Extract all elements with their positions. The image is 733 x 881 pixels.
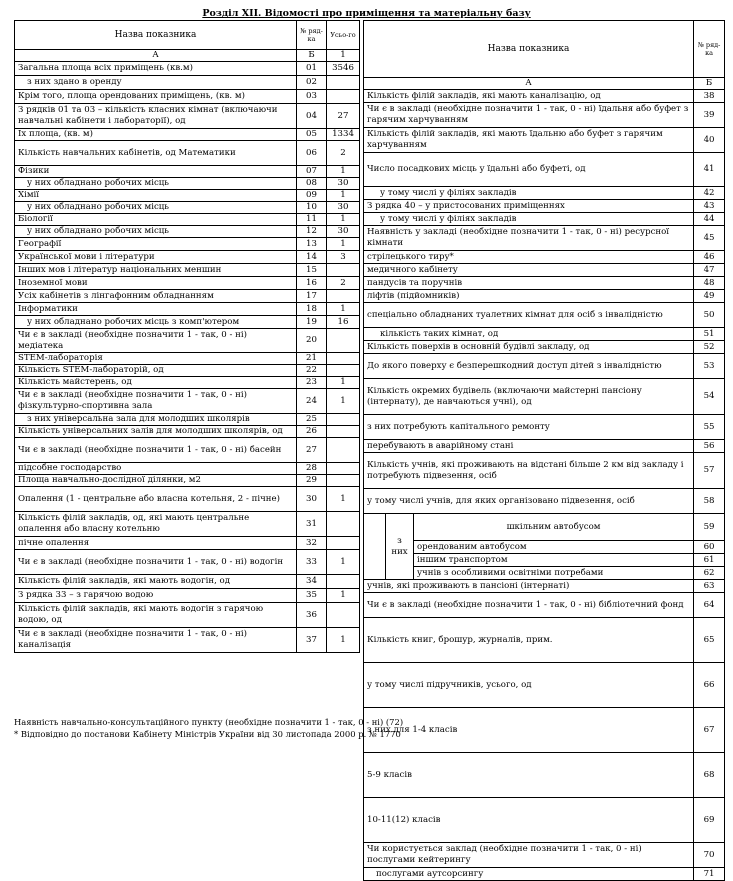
table-row xyxy=(364,843,725,868)
header-letter-a: А xyxy=(15,50,297,62)
row-value xyxy=(327,463,360,475)
row-number: 29 xyxy=(297,475,327,487)
row-number: 69 xyxy=(694,798,725,843)
row-number: 52 xyxy=(694,341,725,354)
row-label: Іноземної мови xyxy=(15,277,297,290)
row-label: з них здано в оренду xyxy=(15,76,297,90)
row-label: пандусів та поручнів xyxy=(364,277,694,290)
row-number: 28 xyxy=(297,463,327,475)
table-row xyxy=(15,475,360,487)
table-row xyxy=(15,389,360,414)
table-row xyxy=(364,567,725,580)
row-label: Кількість філій закладів, які мають їдальню або буфет з гарячим харчуванням xyxy=(364,128,694,153)
table-row xyxy=(15,76,360,90)
row-label: орендованим автобусом xyxy=(414,541,694,554)
row-value: 1 xyxy=(327,166,360,178)
row-label: з них для 1-4 класів xyxy=(364,708,694,753)
table-row xyxy=(15,226,360,238)
row-number: 41 xyxy=(694,153,725,187)
row-label: ліфтів (підйомників) xyxy=(364,290,694,303)
row-number: 62 xyxy=(694,567,725,580)
header-letter-b: Б xyxy=(694,78,725,90)
table-row xyxy=(364,341,725,354)
table-row xyxy=(364,798,725,843)
table-row xyxy=(364,415,725,440)
table-row xyxy=(364,90,725,103)
header-letter-b: Б xyxy=(297,50,327,62)
row-label: З рядка 40 – у пристосованих приміщеннях xyxy=(364,200,694,213)
row-number: 02 xyxy=(297,76,327,90)
table-row xyxy=(364,290,725,303)
row-label: Хімії xyxy=(15,190,297,202)
row-label: Чи є в закладі (необхідне позначити 1 - так, 0 - ні) медіатека xyxy=(15,329,297,353)
table-row xyxy=(364,541,725,554)
row-label: у тому числі у філіях закладів xyxy=(364,213,694,226)
row-label: Чи є в закладі (необхідне позначити 1 - так, 0 - ні) басейн xyxy=(15,438,297,463)
row-value xyxy=(327,264,360,277)
row-label: Загальна площа всіх приміщень (кв.м) xyxy=(15,62,297,76)
row-value xyxy=(327,290,360,303)
row-value xyxy=(327,438,360,463)
row-number: 04 xyxy=(297,104,327,129)
row-value xyxy=(327,76,360,90)
table-row xyxy=(364,264,725,277)
row-label: Чи є в закладі (необхідне позначити 1 - так, 0 - ні) фізкультурно-спортивна зала xyxy=(15,389,297,414)
row-label: Кількість філій закладів, які мають водогін, од xyxy=(15,575,297,589)
table-row xyxy=(364,868,725,881)
row-number: 17 xyxy=(297,290,327,303)
group-label-z-nyh: з них xyxy=(386,514,414,580)
row-number: 38 xyxy=(694,90,725,103)
row-number: 56 xyxy=(694,440,725,453)
table-row xyxy=(15,537,360,550)
row-number: 33 xyxy=(297,550,327,575)
row-value: 1 xyxy=(327,377,360,389)
row-label: 10-11(12) класів xyxy=(364,798,694,843)
row-label: STEM-лабораторія xyxy=(15,353,297,365)
row-label: Кількість поверхів в основній будівлі закладу, од xyxy=(364,341,694,354)
table-row xyxy=(364,440,725,453)
row-label: спеціально обладнаних туалетних кімнат для осіб з інвалідністю xyxy=(364,303,694,328)
table-row xyxy=(15,129,360,141)
row-number: 23 xyxy=(297,377,327,389)
row-label: З рядків 01 та 03 – кількість класних кімнат (включаючи навчальні кабінети і лабораторії), од xyxy=(15,104,297,129)
row-label: Чи є в закладі (необхідне позначити 1 - так, 0 - ні) каналізація xyxy=(15,628,297,653)
table-row xyxy=(15,316,360,329)
row-label: пічне опалення xyxy=(15,537,297,550)
table-row xyxy=(364,277,725,290)
right-table xyxy=(363,20,725,881)
row-label: іншим транспортом xyxy=(414,554,694,567)
table-row xyxy=(15,512,360,537)
row-value xyxy=(327,353,360,365)
header-name: Назва показника xyxy=(15,21,297,50)
table-row xyxy=(15,550,360,575)
row-label: перебувають в аварійному стані xyxy=(364,440,694,453)
row-number: 26 xyxy=(297,426,327,438)
row-number: 07 xyxy=(297,166,327,178)
row-number: 05 xyxy=(297,129,327,141)
row-number: 01 xyxy=(297,62,327,76)
table-row xyxy=(364,103,725,128)
row-number: 45 xyxy=(694,226,725,251)
row-value xyxy=(327,365,360,377)
table-row xyxy=(15,251,360,264)
header-total: Усьо-го xyxy=(327,21,360,50)
row-number: 34 xyxy=(297,575,327,589)
row-number: 57 xyxy=(694,453,725,489)
table-row xyxy=(364,489,725,514)
table-row xyxy=(15,277,360,290)
row-value xyxy=(327,329,360,353)
row-value xyxy=(327,575,360,589)
row-value: 3546 xyxy=(327,62,360,76)
row-label: у тому числі підручників, усього, од xyxy=(364,663,694,708)
table-row xyxy=(15,438,360,463)
table-row xyxy=(15,264,360,277)
row-label: послугами аутсорсингу xyxy=(364,868,694,881)
row-number: 31 xyxy=(297,512,327,537)
row-number: 19 xyxy=(297,316,327,329)
row-label: у тому числі учнів, для яких організовано підвезення, осіб xyxy=(364,489,694,514)
row-label: Усіх кабінетів з лінгафонним обладнанням xyxy=(15,290,297,303)
table-row xyxy=(364,328,725,341)
table-row xyxy=(364,153,725,187)
row-number: 40 xyxy=(694,128,725,153)
table-row xyxy=(364,753,725,798)
row-number: 49 xyxy=(694,290,725,303)
row-number: 60 xyxy=(694,541,725,554)
row-label: Фізики xyxy=(15,166,297,178)
table-row xyxy=(15,426,360,438)
header-letter-1: 1 xyxy=(327,50,360,62)
row-number: 09 xyxy=(297,190,327,202)
row-value xyxy=(327,537,360,550)
row-number: 32 xyxy=(297,537,327,550)
table-row xyxy=(15,329,360,353)
row-label: у тому числі у філіях закладів xyxy=(364,187,694,200)
row-label: Кількість майстерень, од xyxy=(15,377,297,389)
table-row xyxy=(15,603,360,628)
row-label: Чи користується заклад (необхідне позначити 1 - так, 0 - ні) послугами кейтерингу xyxy=(364,843,694,868)
row-number: 54 xyxy=(694,379,725,415)
table-row xyxy=(364,379,725,415)
row-number: 18 xyxy=(297,303,327,316)
table-row xyxy=(15,353,360,365)
table-row xyxy=(15,62,360,76)
row-number: 43 xyxy=(694,200,725,213)
row-label: Української мови і літератури xyxy=(15,251,297,264)
row-label: Чи є в закладі (необхідне позначити 1 - так, 0 - ні) бібліотечний фонд xyxy=(364,593,694,618)
row-number: 51 xyxy=(694,328,725,341)
row-number: 03 xyxy=(297,90,327,104)
row-number: 65 xyxy=(694,618,725,663)
table-row xyxy=(364,251,725,264)
table-row xyxy=(364,303,725,328)
row-label: Кількість універсальних залів для молодших школярів, од xyxy=(15,426,297,438)
row-number: 61 xyxy=(694,554,725,567)
table-row xyxy=(364,200,725,213)
row-value: 1334 xyxy=(327,129,360,141)
row-label: Наявність у закладі (необхідне позначити 1 - так, 0 - ні) ресурсної кімнати xyxy=(364,226,694,251)
row-value: 30 xyxy=(327,202,360,214)
row-label: Кількість філій закладів, які мають каналізацію, од xyxy=(364,90,694,103)
row-number: 25 xyxy=(297,414,327,426)
row-label: Кількість навчальних кабінетів, од Математики xyxy=(15,141,297,166)
table-row xyxy=(15,238,360,251)
table-row xyxy=(15,628,360,653)
row-label: Їх площа, (кв. м) xyxy=(15,129,297,141)
row-label: Кількість окремих будівель (включаючи майстерні пансіону (інтернату), де навчаються учні), од xyxy=(364,379,694,415)
table-row xyxy=(15,575,360,589)
row-label: Чи є в закладі (необхідне позначити 1 - так, 0 - ні) їдальня або буфет з гарячим харчуванням xyxy=(364,103,694,128)
row-number: 47 xyxy=(694,264,725,277)
row-number: 44 xyxy=(694,213,725,226)
table-row xyxy=(15,463,360,475)
row-label: До якого поверху є безперешкодний доступ дітей з інвалідністю xyxy=(364,354,694,379)
row-label: Біології xyxy=(15,214,297,226)
row-label: у них обладнано робочих місць xyxy=(15,202,297,214)
row-label: Площа навчально-дослідної ділянки, м2 xyxy=(15,475,297,487)
row-number: 59 xyxy=(694,514,725,541)
table-row xyxy=(364,453,725,489)
table-row xyxy=(15,290,360,303)
table-row xyxy=(364,580,725,593)
table-row xyxy=(15,589,360,603)
row-number: 68 xyxy=(694,753,725,798)
row-number: 70 xyxy=(694,843,725,868)
row-number: 10 xyxy=(297,202,327,214)
row-label: медичного кабінету xyxy=(364,264,694,277)
row-value xyxy=(327,475,360,487)
row-number: 12 xyxy=(297,226,327,238)
row-number: 35 xyxy=(297,589,327,603)
row-value: 16 xyxy=(327,316,360,329)
row-value: 1 xyxy=(327,303,360,316)
row-value xyxy=(327,414,360,426)
row-value: 27 xyxy=(327,104,360,129)
row-value xyxy=(327,426,360,438)
row-value: 1 xyxy=(327,214,360,226)
row-value: 30 xyxy=(327,178,360,190)
row-number: 66 xyxy=(694,663,725,708)
row-label: підсобне господарство xyxy=(15,463,297,475)
row-value xyxy=(327,90,360,104)
table-row xyxy=(15,166,360,178)
row-number: 64 xyxy=(694,593,725,618)
table-row xyxy=(364,593,725,618)
table-row xyxy=(364,128,725,153)
row-label: З рядка 33 – з гарячою водою xyxy=(15,589,297,603)
row-value: 1 xyxy=(327,190,360,202)
row-label: Кількість філій закладів, од, які мають центральне опалення або власну котельню xyxy=(15,512,297,537)
row-value: 30 xyxy=(327,226,360,238)
table-row xyxy=(364,226,725,251)
row-value: 1 xyxy=(327,550,360,575)
row-label: з них потребують капітального ремонту xyxy=(364,415,694,440)
table-row xyxy=(15,90,360,104)
row-number: 24 xyxy=(297,389,327,414)
header-row-no: № ряд-ка xyxy=(694,21,725,78)
row-number: 27 xyxy=(297,438,327,463)
row-value: 2 xyxy=(327,277,360,290)
table-row xyxy=(364,187,725,200)
row-label: учнів, які проживають в пансіоні (інтернаті) xyxy=(364,580,694,593)
row-label: Опалення (1 - центральне або власна котельня, 2 - пічне) xyxy=(15,487,297,512)
row-number: 48 xyxy=(694,277,725,290)
row-label: з них універсальна зала для молодших школярів xyxy=(15,414,297,426)
table-row xyxy=(15,190,360,202)
table-row xyxy=(15,414,360,426)
table-row xyxy=(364,554,725,567)
row-number: 30 xyxy=(297,487,327,512)
row-number: 39 xyxy=(694,103,725,128)
table-row xyxy=(15,487,360,512)
row-label: учнів з особливими освітніми потребами xyxy=(414,567,694,580)
row-number: 36 xyxy=(297,603,327,628)
row-value: 3 xyxy=(327,251,360,264)
row-number: 21 xyxy=(297,353,327,365)
row-number: 37 xyxy=(297,628,327,653)
row-number: 13 xyxy=(297,238,327,251)
row-number: 50 xyxy=(694,303,725,328)
row-number: 42 xyxy=(694,187,725,200)
row-number: 22 xyxy=(297,365,327,377)
row-label: Крім того, площа орендованих приміщень, (кв. м) xyxy=(15,90,297,104)
row-value: 2 xyxy=(327,141,360,166)
row-number: 67 xyxy=(694,708,725,753)
row-value: 1 xyxy=(327,487,360,512)
row-label: стрілецького тиру* xyxy=(364,251,694,264)
row-label: у них обладнано робочих місць з комп'ютером xyxy=(15,316,297,329)
row-number: 71 xyxy=(694,868,725,881)
row-number: 46 xyxy=(694,251,725,264)
table-row xyxy=(15,303,360,316)
table-row xyxy=(15,214,360,226)
row-number: 20 xyxy=(297,329,327,353)
row-label: Кількість STEM-лабораторій, од xyxy=(15,365,297,377)
left-table xyxy=(14,20,360,653)
row-value: 1 xyxy=(327,389,360,414)
row-label: шкільним автобусом xyxy=(414,514,694,541)
table-row xyxy=(15,104,360,129)
table-row xyxy=(15,365,360,377)
row-value: 1 xyxy=(327,628,360,653)
table-row xyxy=(15,377,360,389)
table-row xyxy=(15,141,360,166)
row-number: 14 xyxy=(297,251,327,264)
row-value xyxy=(327,603,360,628)
row-label: Кількість учнів, які проживають на відстані більше 2 км від закладу і потребують підвезення, осіб xyxy=(364,453,694,489)
row-number: 11 xyxy=(297,214,327,226)
section-title: Розділ XII. Відомості про приміщення та матеріальну базу xyxy=(202,8,531,19)
header-letter-a: А xyxy=(364,78,694,90)
row-number: 63 xyxy=(694,580,725,593)
table-row xyxy=(364,663,725,708)
row-number: 58 xyxy=(694,489,725,514)
footnote-regulation: * Відповідно до постанови Кабінету Міністрів України від 30 листопада 2000 р. № 1770 xyxy=(14,729,401,739)
row-number: 53 xyxy=(694,354,725,379)
row-value: 1 xyxy=(327,589,360,603)
row-number: 08 xyxy=(297,178,327,190)
table-row xyxy=(15,178,360,190)
row-label: Кількість філій закладів, які мають водогін з гарячою водою, од xyxy=(15,603,297,628)
table-row xyxy=(364,213,725,226)
row-label: Інших мов і літератур національних меншин xyxy=(15,264,297,277)
row-value: 1 xyxy=(327,238,360,251)
row-label: 5-9 класів xyxy=(364,753,694,798)
row-label: кількість таких кімнат, од xyxy=(364,328,694,341)
table-row xyxy=(15,202,360,214)
table-row xyxy=(364,708,725,753)
table-row xyxy=(364,618,725,663)
row-label: Число посадкових місць у їдальні або буфеті, од xyxy=(364,153,694,187)
header-name: Назва показника xyxy=(364,21,694,78)
row-label: Кількість книг, брошур, журналів, прим. xyxy=(364,618,694,663)
row-number: 55 xyxy=(694,415,725,440)
table-row xyxy=(364,514,725,541)
row-value xyxy=(327,512,360,537)
header-row-no: № ряд-ка xyxy=(297,21,327,50)
row-label: у них обладнано робочих місць xyxy=(15,178,297,190)
row-label: у них обладнано робочих місць xyxy=(15,226,297,238)
footnote-consultation-point: Наявність навчально-консультаційного пункту (необхідне позначити 1 - так, 0 - ні) (72) xyxy=(14,717,404,727)
table-row xyxy=(364,354,725,379)
row-label: Інформатики xyxy=(15,303,297,316)
row-number: 16 xyxy=(297,277,327,290)
row-number: 06 xyxy=(297,141,327,166)
row-label: Географії xyxy=(15,238,297,251)
row-label: Чи є в закладі (необхідне позначити 1 - так, 0 - ні) водогін xyxy=(15,550,297,575)
row-number: 15 xyxy=(297,264,327,277)
